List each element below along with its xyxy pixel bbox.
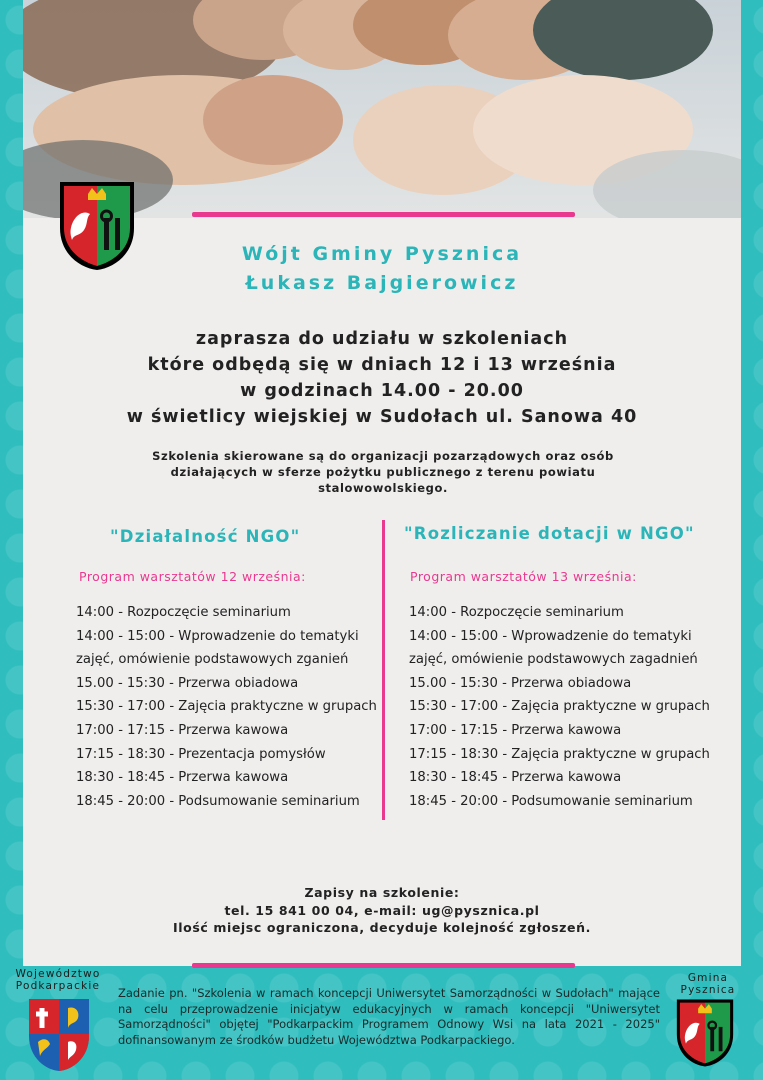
voivodeship-coat-of-arms-icon <box>28 998 90 1072</box>
schedule-item: zajęć, omówienie podstawowych zganień <box>76 652 349 668</box>
invitation-line: które odbędą się w dniach 12 i 13 września <box>147 355 617 375</box>
voivodeship-label-line1: Województwo <box>15 968 101 980</box>
schedule-item: 15.00 - 15:30 - Przerwa obiadowa <box>409 675 632 691</box>
voivodeship-label-line2: Podkarpackie <box>15 980 101 992</box>
left-program-label: Program warsztatów 12 września: <box>79 569 306 584</box>
gmina-crest-footer <box>675 998 735 1072</box>
gmina-label <box>668 972 748 996</box>
schedule-item: zajęć, omówienie podstawowych zagadnień <box>409 652 698 668</box>
schedule-item: 18:45 - 20:00 - Podsumowanie seminarium <box>409 793 693 809</box>
gmina-coat-of-arms-icon <box>675 998 735 1068</box>
footer-funding-text: Zadanie pn. "Szkolenia w ramach koncepcji Uniwersytet Samorządności w Sudołach" mające na celu przeprowadzenie inicjatyw edukacyjnych w ramach koncepcji "Uniwersytet Samorządności" objętej "Podkarpackim Programem Odnowy Wsi na lata 2021 - 2025" dofinansowanym ze środków budżetu Województwa Podkarpackiego. <box>118 986 660 1047</box>
invitation-line: zaprasza do udziału w szkoleniach <box>195 329 569 349</box>
bottom-pink-bar <box>192 963 575 968</box>
voivodeship-crest <box>28 998 90 1076</box>
schedule-item: 17:15 - 18:30 - Zajęcia praktyczne w grupach <box>409 746 710 762</box>
invitation-line: w godzinach 14.00 - 20.00 <box>240 381 524 401</box>
left-column-title: "Działalność NGO" <box>110 527 301 546</box>
contact-line: tel. 15 841 00 04, e-mail: ug@pysznica.pl <box>224 902 540 918</box>
schedule-item: 15.00 - 15:30 - Przerwa obiadowa <box>76 675 299 691</box>
left-schedule-list <box>76 601 377 813</box>
voivodeship-label <box>6 968 110 992</box>
page-title-line1: Wójt Gminy Pysznica <box>241 243 523 265</box>
contact-note: Ilość miejsc ograniczona, decyduje kolejność zgłoszeń. <box>173 920 591 935</box>
schedule-item: 14:00 - 15:00 - Wprowadzenie do tematyki <box>409 628 692 644</box>
invitation-line: w świetlicy wiejskiej w Sudołach ul. Sanowa 40 <box>126 407 638 427</box>
right-schedule-list <box>409 601 710 813</box>
schedule-item: 17:15 - 18:30 - Prezentacja pomysłów <box>76 746 326 762</box>
schedule-item: 18:30 - 18:45 - Przerwa kawowa <box>409 770 622 786</box>
gmina-label-line2: Pysznica <box>680 984 736 996</box>
column-divider <box>382 520 385 820</box>
right-column-title: "Rozliczanie dotacji w NGO" <box>404 524 695 543</box>
description-line: działających w sferze pożytku publicznego z terenu powiatu <box>170 465 596 479</box>
contact-heading: Zapisy na szkolenie: <box>304 885 460 900</box>
page-title-line2: Łukasz Bajgierowicz <box>245 272 519 294</box>
schedule-item: 15:30 - 17:00 - Zajęcia praktyczne w grupach <box>76 699 377 715</box>
contact-block <box>23 884 741 937</box>
gmina-label-line1: Gmina <box>687 972 729 984</box>
schedule-item: 14:00 - 15:00 - Wprowadzenie do tematyki <box>76 628 359 644</box>
invitation-text <box>23 326 741 430</box>
schedule-item: 15:30 - 17:00 - Zajęcia praktyczne w grupach <box>409 699 710 715</box>
schedule-item: 17:00 - 17:15 - Przerwa kawowa <box>409 722 622 738</box>
schedule-item: 14:00 - Rozpoczęcie seminarium <box>76 605 291 620</box>
top-pink-bar <box>192 212 575 217</box>
schedule-item: 14:00 - Rozpoczęcie seminarium <box>409 605 624 620</box>
right-program-label: Program warsztatów 13 września: <box>410 569 637 584</box>
schedule-item: 17:00 - 17:15 - Przerwa kawowa <box>76 722 289 738</box>
description-text <box>103 448 663 496</box>
schedule-item: 18:45 - 20:00 - Podsumowanie seminarium <box>76 793 360 809</box>
schedule-item: 18:30 - 18:45 - Przerwa kawowa <box>76 770 289 786</box>
description-line: Szkolenia skierowane są do organizacji pozarządowych oraz osób <box>152 449 614 463</box>
description-line: stalowowolskiego. <box>318 481 448 495</box>
